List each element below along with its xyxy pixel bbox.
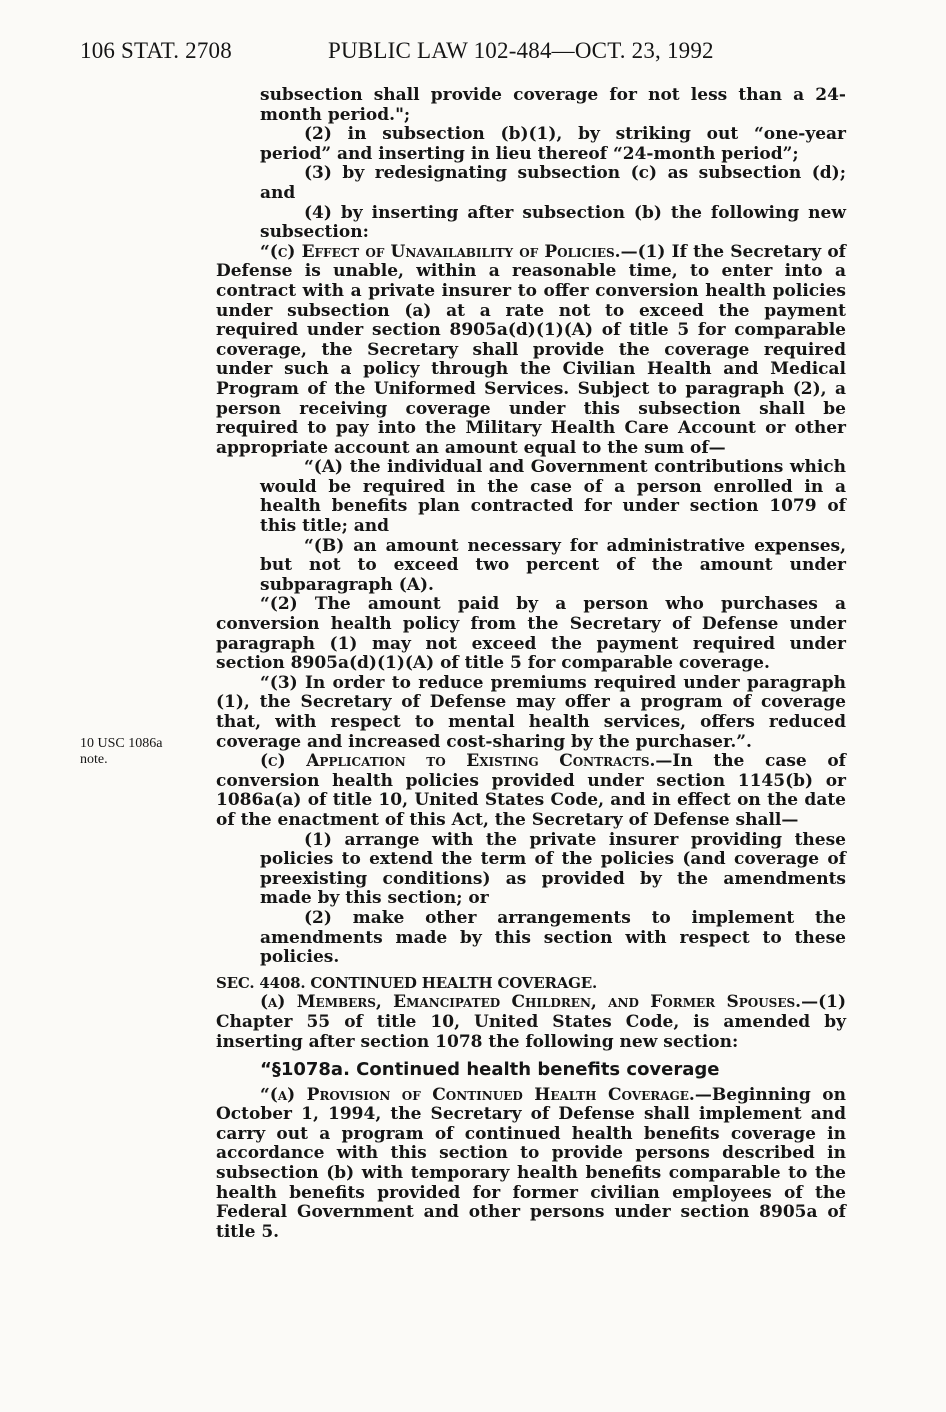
subsection-a-text: —(1) Chapter 55 of title 10, United States Code, is amended by inserting after section 1078 the following new section:: [216, 992, 846, 1052]
paragraph-continuation: subsection shall provide coverage for not less than a 24-month period.";: [260, 85, 846, 125]
margin-note-line-1: 10 USC 1086a: [80, 736, 163, 751]
statute-body: [216, 86, 846, 1242]
provision-heading: “(a) Provision of Continued Health Coverage.: [260, 1084, 695, 1105]
provision-paragraph: [216, 1086, 846, 1243]
margin-note-line-2: note.: [80, 752, 108, 767]
application-item-1: (1) arrange with the private insurer providing these policies to extend the term of the policies (and coverage of preexisting conditions) as provided by the amendments made by this section; or: [260, 829, 846, 909]
provision-text: —Beginning on October 1, 1994, the Secretary of Defense shall implement and carry out a program of continued health benefits coverage in accordance with this section to provide persons described in subsection (b) with temporary health benefits comparable to the health benefits provided for former civilian employees of the Federal Government and other persons under section 8905a of title 5.: [216, 1084, 846, 1242]
paragraph-4: (4) by inserting after subsection (b) the following new subsection:: [260, 202, 846, 243]
section-heading: SEC. 4408. CONTINUED HEALTH COVERAGE.: [216, 973, 598, 992]
application-heading: (c) Application to Existing Contracts.: [260, 751, 656, 772]
new-section-heading: “§1078a. Continued health benefits coverage: [260, 1059, 720, 1081]
statute-page-number: 106 STAT. 2708: [80, 38, 232, 63]
subsection-application: [216, 752, 846, 830]
application-text: —In the case of conversion health policies provided under section 1145(b) or 1086a(a) of title 10, United States Code, and in effect on the date of the enactment of this Act, the Secretary of Defense shall—: [216, 751, 846, 830]
subsection-c-effect: [216, 243, 846, 459]
subsection-a-heading: (a) Members, Emancipated Children, and Former Spouses.: [260, 992, 802, 1013]
margin-citation-note: [80, 736, 162, 768]
paragraph-c-2: “(2) The amount paid by a person who purchases a conversion health policy from the Secretary of Defense under paragraph (1) may not exceed the payment required under section 8905a(d)(1)(A) of title 5 for comparable coverage.: [216, 594, 846, 674]
paragraph-c-3: “(3) In order to reduce premiums required under paragraph (1), the Secretary of Defense may offer a program of coverage that, with respect to mental health services, offers reduced coverage and increased cost-sharing by the purchaser.”.: [216, 672, 846, 752]
subparagraph-b: “(B) an amount necessary for administrative expenses, but not to exceed two percent of the amount under subparagraph (A).: [260, 535, 846, 595]
subsection-c-text: —(1) If the Secretary of Defense is unable, within a reasonable time, to enter into a contract with a private insurer to offer conversion health policies under subsection (a) at a rate not to exceed the payment required under section 8905a(d)(1)(A) of title 5 for comparable coverage, the Secretary shall provide the coverage required under such a policy through the Civilian Health and Medical Program of the Uniformed Services. Subject to paragraph (2), a person receiving coverage under this subsection shall be required to pay into the Military Health Care Account or other appropriate account an amount equal to the sum of—: [216, 241, 846, 458]
subsection-c-heading: “(c) Effect of Unavailability of Policies.: [260, 241, 621, 262]
subsection-a-members: [216, 993, 846, 1052]
subparagraph-a: “(A) the individual and Government contributions which would be required in the case of a person enrolled in a health benefits plan contracted for under section 1079 of this title; and: [260, 457, 846, 537]
application-item-2: (2) make other arrangements to implement the amendments made by this section with respect to these policies.: [260, 907, 846, 968]
paragraph-3: (3) by redesignating subsection (c) as subsection (d); and: [260, 163, 846, 203]
paragraph-2: (2) in subsection (b)(1), by striking out “one-year period” and inserting in lieu thereof “24-month period”;: [260, 124, 846, 164]
public-law-title: PUBLIC LAW 102-484—OCT. 23, 1992: [328, 38, 714, 63]
